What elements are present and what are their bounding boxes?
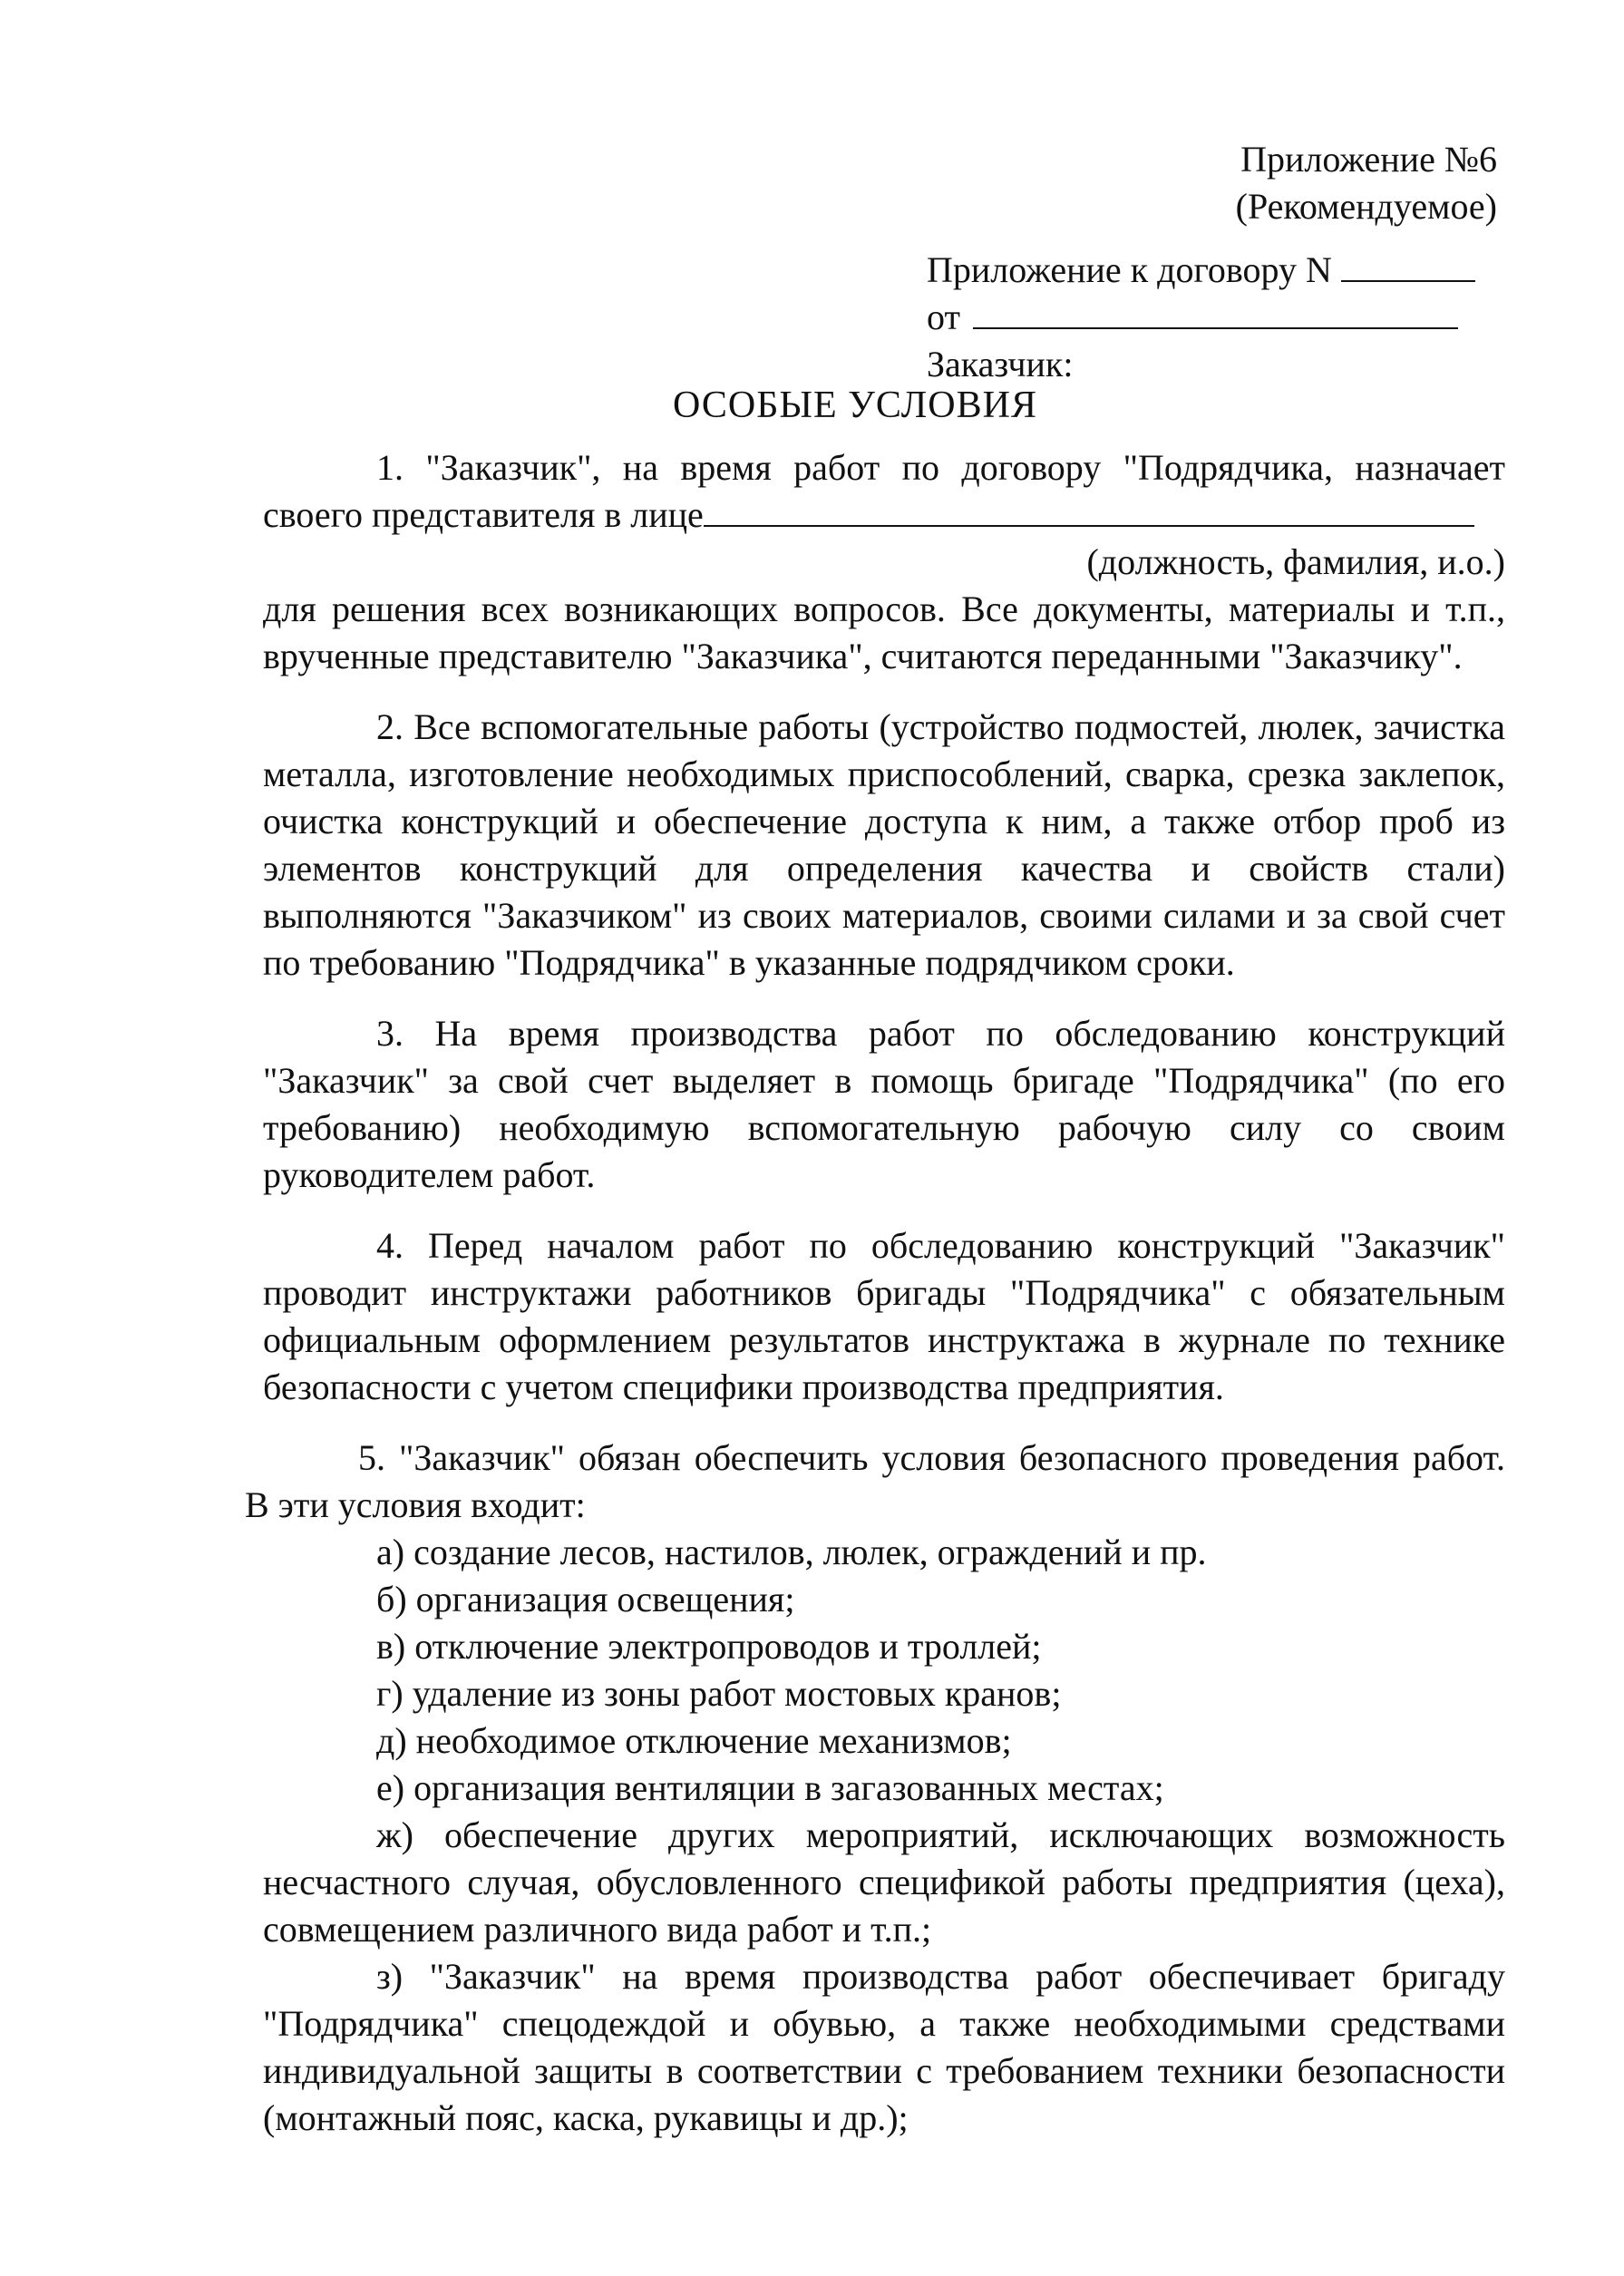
list-item: а) создание лесов, настилов, люлек, ограждений и пр. <box>376 1532 1207 1572</box>
contract-number-blank <box>1341 249 1475 282</box>
list-item: г) удаление из зоны работ мостовых кранов; <box>376 1673 1062 1714</box>
document-title: ОСОБЫЕ УСЛОВИЯ <box>673 384 1037 426</box>
contract-label: Приложение к договору N <box>927 249 1332 290</box>
document-body <box>245 444 1505 2142</box>
contract-date-blank <box>973 297 1458 329</box>
customer-label: Заказчик: <box>927 344 1074 384</box>
list-item: б) организация освещения; <box>376 1579 795 1619</box>
list-item: д) необходимое отключение механизмов; <box>376 1720 1012 1761</box>
contract-date <box>927 294 1458 341</box>
representative-blank <box>704 494 1474 527</box>
list-item-z: з) "Заказчик" на время производства работ обеспечивает бригаду "Подрядчика" спецодеждой и обувью, а также необходимыми средствами индивидуальной защиты в соответствии с требованием техники безопасности (монтажный пояс, каска, рукавицы и др.); <box>263 1956 1505 2138</box>
appendix-kind: (Рекомендуемое) <box>1235 186 1497 227</box>
clause-2: 2. Все вспомогательные работы (устройство подмостей, люлек, зачистка металла, изготовление необходимых приспособлений, сварка, срезка заклепок, очистка конструкций и обеспечение доступа к ним, а также отбор проб из элементов конструкций для определения качества и свойств стали) выполняются "Заказчиком" из своих материалов, своими силами и за свой счет по требованию "Подрядчика" в указанные подрядчиком сроки. <box>263 706 1505 983</box>
clause-1 <box>263 444 1505 539</box>
clause-1-text: 1. "Заказчик", на время работ по договору "Подрядчика, назначает своего представителя в лице <box>263 447 1505 535</box>
list-item-zh: ж) обеспечение других мероприятий, исключающих возможность несчастного случая, обусловленного спецификой работы предприятия (цеха), совмещением различного вида работ и т.п.; <box>263 1814 1505 1950</box>
clause-5: 5. "Заказчик" обязан обеспечить условия безопасного проведения работ. В эти условия входит: <box>245 1437 1505 1525</box>
clause-3: 3. На время производства работ по обследованию конструкций "Заказчик" за свой счет выделяет в помощь бригаде "Подрядчика" (по его требованию) необходимую вспомогательную рабочую силу со своим руководителем работ. <box>263 1013 1505 1195</box>
list-item: в) отключение электропроводов и троллей; <box>376 1626 1042 1667</box>
contract-reference <box>927 247 1475 294</box>
clause-1-continuation: для решения всех возникающих вопросов. Все документы, материалы и т.п., врученные представителю "Заказчика", считаются переданными "Заказчику". <box>263 588 1505 676</box>
clause-4: 4. Перед началом работ по обследованию конструкций "Заказчик" проводит инструктажи работников бригады "Подрядчика" с обязательным официальным оформлением результатов инструктажа в журнале по технике безопасности с учетом специфики производства предприятия. <box>263 1225 1505 1407</box>
contract-date-label: от <box>927 297 960 337</box>
appendix-number: Приложение №6 <box>1240 139 1497 180</box>
list-item: е) организация вентиляции в загазованных местах; <box>376 1767 1164 1808</box>
clause-1-hint: (должность, фамилия, и.о.) <box>1086 541 1505 582</box>
